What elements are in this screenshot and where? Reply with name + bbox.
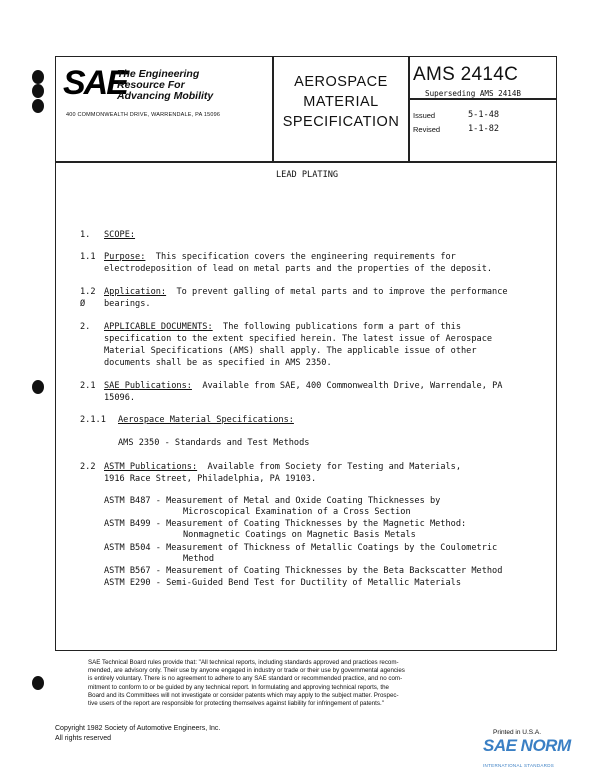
astm-item-3: ASTM B504 - Measurement of Thickness of Metallic Coatings by the Coulometric <box>104 543 498 553</box>
issued-label: Issued <box>413 111 436 120</box>
section-1-2-line2: bearings. <box>104 299 151 309</box>
astm-item-2: ASTM B499 - Measurement of Coating Thicknesses by the Magnetic Method: <box>104 519 467 529</box>
section-1-2-num: 1.2 <box>80 287 96 297</box>
section-2-line1 <box>104 321 461 333</box>
revised-value: 1-1-82 <box>468 124 500 134</box>
document-title: LEAD PLATING <box>276 170 339 180</box>
sae-logo: SAE <box>63 64 127 102</box>
technical-board-notice <box>88 659 548 708</box>
astm-item-1: ASTM B487 - Measurement of Metal and Oxide Coating Thicknesses by <box>104 496 441 506</box>
section-2-1-1-num: 2.1.1 <box>80 415 106 425</box>
section-1-1-line1 <box>104 251 456 263</box>
astm-item-3-cont: Method <box>183 554 215 564</box>
section-2-1-1-item: AMS 2350 - Standards and Test Methods <box>118 438 310 448</box>
notice-line: tive users of the report are responsible for protecting themselves against liability for infringement of patents." <box>88 700 384 708</box>
header-divider-v2 <box>408 56 410 162</box>
astm-item-1-cont: Microscopical Examination of a Cross Section <box>183 507 411 517</box>
section-2-1-heading: SAE Publications: <box>104 381 192 391</box>
section-1-1-heading: Purpose: <box>104 252 146 262</box>
notice-line: is entirely voluntary. There is no agreement to adhere to any SAE standard or recommended practice, and no com- <box>88 675 403 683</box>
notice-line: mitment to conform to or be guided by any technical report. In formulating and approving technical reports, the <box>88 683 389 691</box>
revision-mark: Ø <box>80 299 86 309</box>
section-1-2-text: To prevent galling of metal parts and to improve the performance <box>176 287 508 297</box>
printed-in: Printed in U.S.A. <box>493 729 542 736</box>
spec-title <box>276 72 406 132</box>
spec-title-line: MATERIAL <box>303 94 379 110</box>
astm-item-2-cont: Nonmagnetic Coatings on Magnetic Basis Metals <box>183 530 416 540</box>
section-2-2-num: 2.2 <box>80 462 96 472</box>
section-2-text: The following publications form a part of this <box>223 322 462 332</box>
section-1-1-num: 1.1 <box>80 252 96 262</box>
revised-label: Revised <box>413 125 441 134</box>
superseding: Superseding AMS 2414B <box>425 89 522 98</box>
copyright <box>55 724 220 744</box>
binder-hole <box>32 676 44 690</box>
section-2-2-heading: ASTM Publications: <box>104 462 198 472</box>
section-2-1-line2: 15096. <box>104 393 136 403</box>
tagline-line: The Engineering <box>117 68 200 80</box>
notice-line: mended, are advisory only. Their use by anyone engaged in industry or trade or their use by governmental agencies <box>88 667 405 675</box>
binder-hole <box>32 70 44 84</box>
tagline <box>117 69 213 102</box>
section-1-1-text: This specification covers the engineering requirements for <box>155 252 456 262</box>
doc-number: AMS 2414C <box>413 64 519 85</box>
section-2-1-1-heading: Aerospace Material Specifications: <box>118 415 294 425</box>
section-1-1-line2: electrodeposition of lead on metal parts and the properties of the deposit. <box>104 264 493 274</box>
section-1-2-heading: Application: <box>104 287 167 297</box>
watermark-logo: SAE NORM <box>483 736 571 755</box>
astm-item-5: ASTM E290 - Semi-Guided Bend Test for Ductility of Metallic Materials <box>104 578 461 588</box>
section-2-1-line1 <box>104 380 502 392</box>
section-2-2-line2: 1916 Race Street, Philadelphia, PA 19103. <box>104 474 317 484</box>
notice-line: Board and its Committees will not investigate or consider patents which may apply to the subject matter. Prospec- <box>88 691 399 699</box>
tagline-line: Advancing Mobility <box>117 90 214 102</box>
rights-line: All rights reserved <box>55 735 112 742</box>
issued-value: 5-1-48 <box>468 110 500 120</box>
section-2-line2: specification to the extent specified herein. The latest issue of Aerospace <box>104 334 493 344</box>
binder-hole <box>32 84 44 98</box>
spec-title-line: SPECIFICATION <box>282 114 400 130</box>
astm-item-4: ASTM B567 - Measurement of Coating Thicknesses by the Beta Backscatter Method <box>104 566 503 576</box>
spec-title-line: AEROSPACE <box>294 74 388 90</box>
section-2-line3: Material Specifications (AMS) shall apply. The applicable issue of other <box>104 346 477 356</box>
section-2-2-text: Available from Society for Testing and Materials, <box>207 462 462 472</box>
copyright-line: Copyright 1982 Society of Automotive Engineers, Inc. <box>55 725 221 732</box>
section-1-heading: SCOPE: <box>104 230 136 240</box>
section-2-1-num: 2.1 <box>80 381 96 391</box>
section-2-1-text: Available from SAE, 400 Commonwealth Drive, Warrendale, PA <box>202 381 503 391</box>
binder-hole <box>32 99 44 113</box>
section-2-heading: APPLICABLE DOCUMENTS: <box>104 322 213 332</box>
section-1-2-line1 <box>104 286 508 298</box>
section-2-2-line1 <box>104 461 461 473</box>
header-divider <box>55 161 557 163</box>
tagline-line: Resource For <box>117 79 185 91</box>
section-2-num: 2. <box>80 322 91 332</box>
section-2-line4: documents shall be as specified in AMS 2350. <box>104 358 332 368</box>
section-1-num: 1. <box>80 230 91 240</box>
address: 400 COMMONWEALTH DRIVE, WARRENDALE, PA 15096 <box>66 112 221 118</box>
header-divider-v1 <box>272 56 274 162</box>
binder-hole <box>32 380 44 394</box>
notice-line: SAE Technical Board rules provide that: "All technical reports, including standards approved and practices recom- <box>88 659 399 666</box>
watermark-subtitle: INTERNATIONAL STANDARDS <box>483 763 555 768</box>
